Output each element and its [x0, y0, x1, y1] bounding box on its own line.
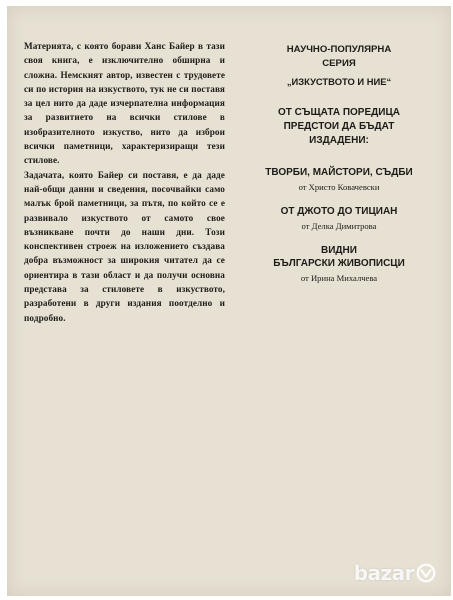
- series-label-line-2: СЕРИЯ: [322, 58, 356, 69]
- announcement: [243, 106, 435, 148]
- upcoming-book-1: [243, 166, 435, 193]
- upcoming-book-2: [243, 205, 435, 232]
- book-title: ТВОРБИ, МАЙСТОРИ, СЪДБИ: [265, 167, 413, 178]
- book-author: от Христо Ковачевски: [298, 182, 380, 192]
- book-author: от Делка Димитрова: [301, 221, 377, 231]
- book-title: ОТ ДЖОТО ДО ТИЦИАН: [280, 206, 398, 217]
- bazar-logo-icon: [415, 562, 437, 584]
- series-name: „ИЗКУСТВОТО И НИЕ“: [286, 76, 392, 87]
- description-column: [24, 39, 225, 325]
- book-title-line-2: БЪЛГАРСКИ ЖИВОПИСЦИ: [273, 258, 405, 269]
- announcement-line-1: ОТ СЪЩАТА ПОРЕДИЦА: [278, 107, 400, 118]
- book-author: от Ирина Михалчева: [300, 273, 378, 283]
- watermark-text: bazar: [353, 561, 414, 585]
- book-back-cover: [7, 6, 451, 596]
- bazar-watermark: [354, 561, 437, 585]
- description-paragraph-2: Задачата, която Байер си поставя, е да даде най-общи данни и сведения, посочвайки само малък брой паметници, за пътя, по който се е развивало изкуството от самото свое възникване почти до наши дни. Този конспективен строеж на изложението създава добра възможност за широкия читател да се ориентира в тази област и да получи основна представа за стиловете в изкуството, разработени в други издания поотделно и подробно.: [24, 169, 225, 323]
- description-paragraph-1: Материята, с която борави Ханс Байер в тази своя книга, е изключително обширна и сложна. Немският автор, известен с трудовете си по история на изкуството, тук не си поставя за цел нито да даде изчерпателна информация за развитието на всички стилове в изобразителното изкуство, нито да изброи всички паметници, характеризиращи тези стилове.: [24, 41, 225, 166]
- series-label-line-1: НАУЧНО-ПОПУЛЯРНА: [286, 44, 392, 55]
- series-column: [243, 43, 435, 284]
- announcement-line-2: ПРЕДСТОИ ДА БЪДАТ: [283, 121, 395, 132]
- upcoming-book-3: [243, 244, 435, 284]
- announcement-line-3: ИЗДАДЕНИ:: [309, 135, 369, 146]
- book-title-line-1: ВИДНИ: [321, 245, 357, 256]
